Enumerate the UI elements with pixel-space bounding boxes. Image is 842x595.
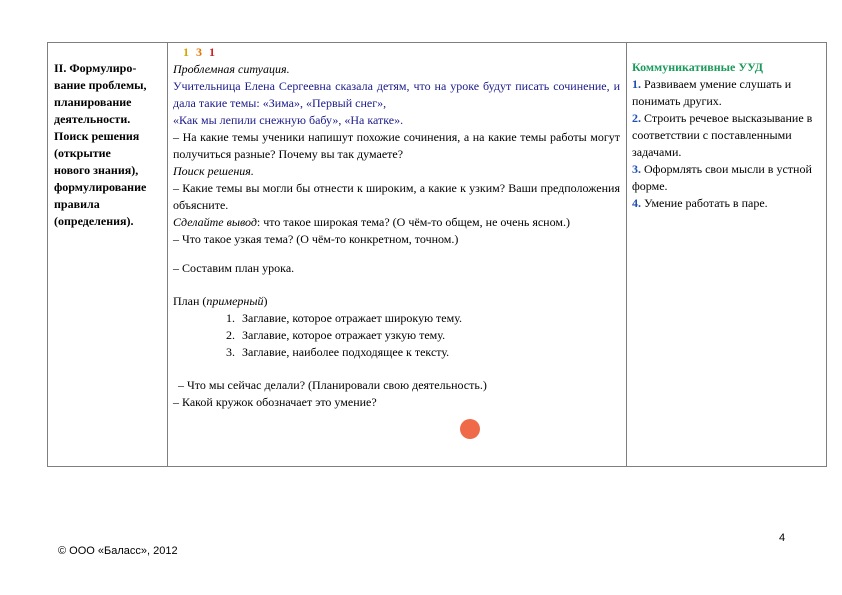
level-numbers	[173, 44, 620, 61]
stage-line: нового знания),	[54, 163, 139, 177]
stage-line: (определения).	[54, 214, 134, 228]
plan-item-number: 1.	[226, 311, 235, 325]
plan-heading	[173, 293, 620, 310]
uud-item-number: 3.	[632, 162, 641, 176]
plan-italic: примерный	[206, 294, 264, 308]
plan-item-number: 2.	[226, 328, 235, 342]
uud-item-text: Развиваем умение слушать и понимать других.	[632, 77, 792, 108]
question-3: – Что такое узкая тема? (О чём-то конкретном, точном.)	[173, 232, 459, 246]
stage-line: вание проблемы,	[54, 78, 147, 92]
uud-item	[632, 195, 820, 212]
level-number: 3	[196, 45, 203, 59]
question-4: – Составим план урока.	[173, 261, 295, 275]
search-title: Поиск решения.	[173, 164, 254, 178]
plan-item	[226, 310, 620, 327]
conclusion	[173, 214, 620, 231]
copyright: © ООО «Баласс», 2012	[58, 545, 178, 557]
plan-list	[173, 310, 620, 361]
uud-cell	[627, 43, 827, 467]
stage-line: (открытие	[54, 146, 111, 160]
plan-item-text: Заглавие, которое отражает широкую тему.	[242, 311, 462, 325]
plan-prefix: План (	[173, 294, 207, 308]
content-cell	[168, 43, 627, 467]
conclusion-text: : что такое широкая тема? (О чём-то общем, не очень ясном.)	[256, 215, 570, 229]
uud-item-text: Оформлять свои мысли в устной форме.	[632, 162, 812, 193]
stage-line: формулирование	[54, 180, 147, 194]
page-number: 4	[779, 532, 786, 544]
question-6: – Какой кружок обозначает это умение?	[173, 395, 377, 409]
uud-item	[632, 76, 820, 110]
uud-item-text: Умение работать в паре.	[641, 196, 768, 210]
conclusion-label: Сделайте вывод	[173, 215, 257, 229]
level-number: 1	[183, 45, 190, 59]
uud-title: Коммуникативные УУД	[632, 60, 764, 74]
uud-item	[632, 161, 820, 195]
uud-block	[627, 43, 826, 212]
stage-line: Поиск решения	[54, 129, 140, 143]
uud-item-number: 2.	[632, 111, 641, 125]
question-2: – Какие темы вы могли бы отнести к широким, а какие к узким? Ваши предположения объясните.	[173, 181, 620, 212]
stage-title	[48, 43, 167, 230]
lesson-content	[168, 43, 626, 411]
plan-item-text: Заглавие, наиболее подходящее к тексту.	[242, 345, 450, 359]
uud-item	[632, 110, 820, 161]
stage-line: правила	[54, 197, 100, 211]
lesson-row	[48, 43, 827, 467]
plan-suffix: )	[263, 294, 268, 308]
orange-circle-icon	[460, 419, 480, 439]
uud-item-text: Строить речевое высказывание в соответствии с поставленными задачами.	[632, 111, 813, 159]
problem-title: Проблемная ситуация.	[173, 62, 290, 76]
plan-item-text: Заглавие, которое отражает узкую тему.	[242, 328, 446, 342]
stage-line: деятельности.	[54, 112, 131, 126]
plan-item	[226, 327, 620, 344]
stage-cell	[48, 43, 168, 467]
question-5: – Что мы сейчас делали? (Планировали свою деятельность.)	[178, 378, 487, 392]
stage-line: II. Формулиро-	[54, 61, 137, 75]
uud-item-number: 4.	[632, 196, 641, 210]
teacher-text-2: «Как мы лепили снежную бабу», «На катке».	[173, 113, 404, 127]
stage-line: планирование	[54, 95, 132, 109]
plan-item-number: 3.	[226, 345, 235, 359]
teacher-text: Учительница Елена Сергеевна сказала детям, что на уроке будут писать сочинение, и дала такие темы: «Зима», «Первый снег»,	[173, 79, 620, 110]
question-1: – На какие темы ученики напишут похожие сочинения, а на какие темы работы могут получиться разные? Почему вы так думаете?	[173, 130, 620, 161]
level-number: 1	[209, 45, 216, 59]
lesson-table	[47, 42, 827, 467]
plan-item	[226, 344, 620, 361]
uud-item-number: 1.	[632, 77, 641, 91]
